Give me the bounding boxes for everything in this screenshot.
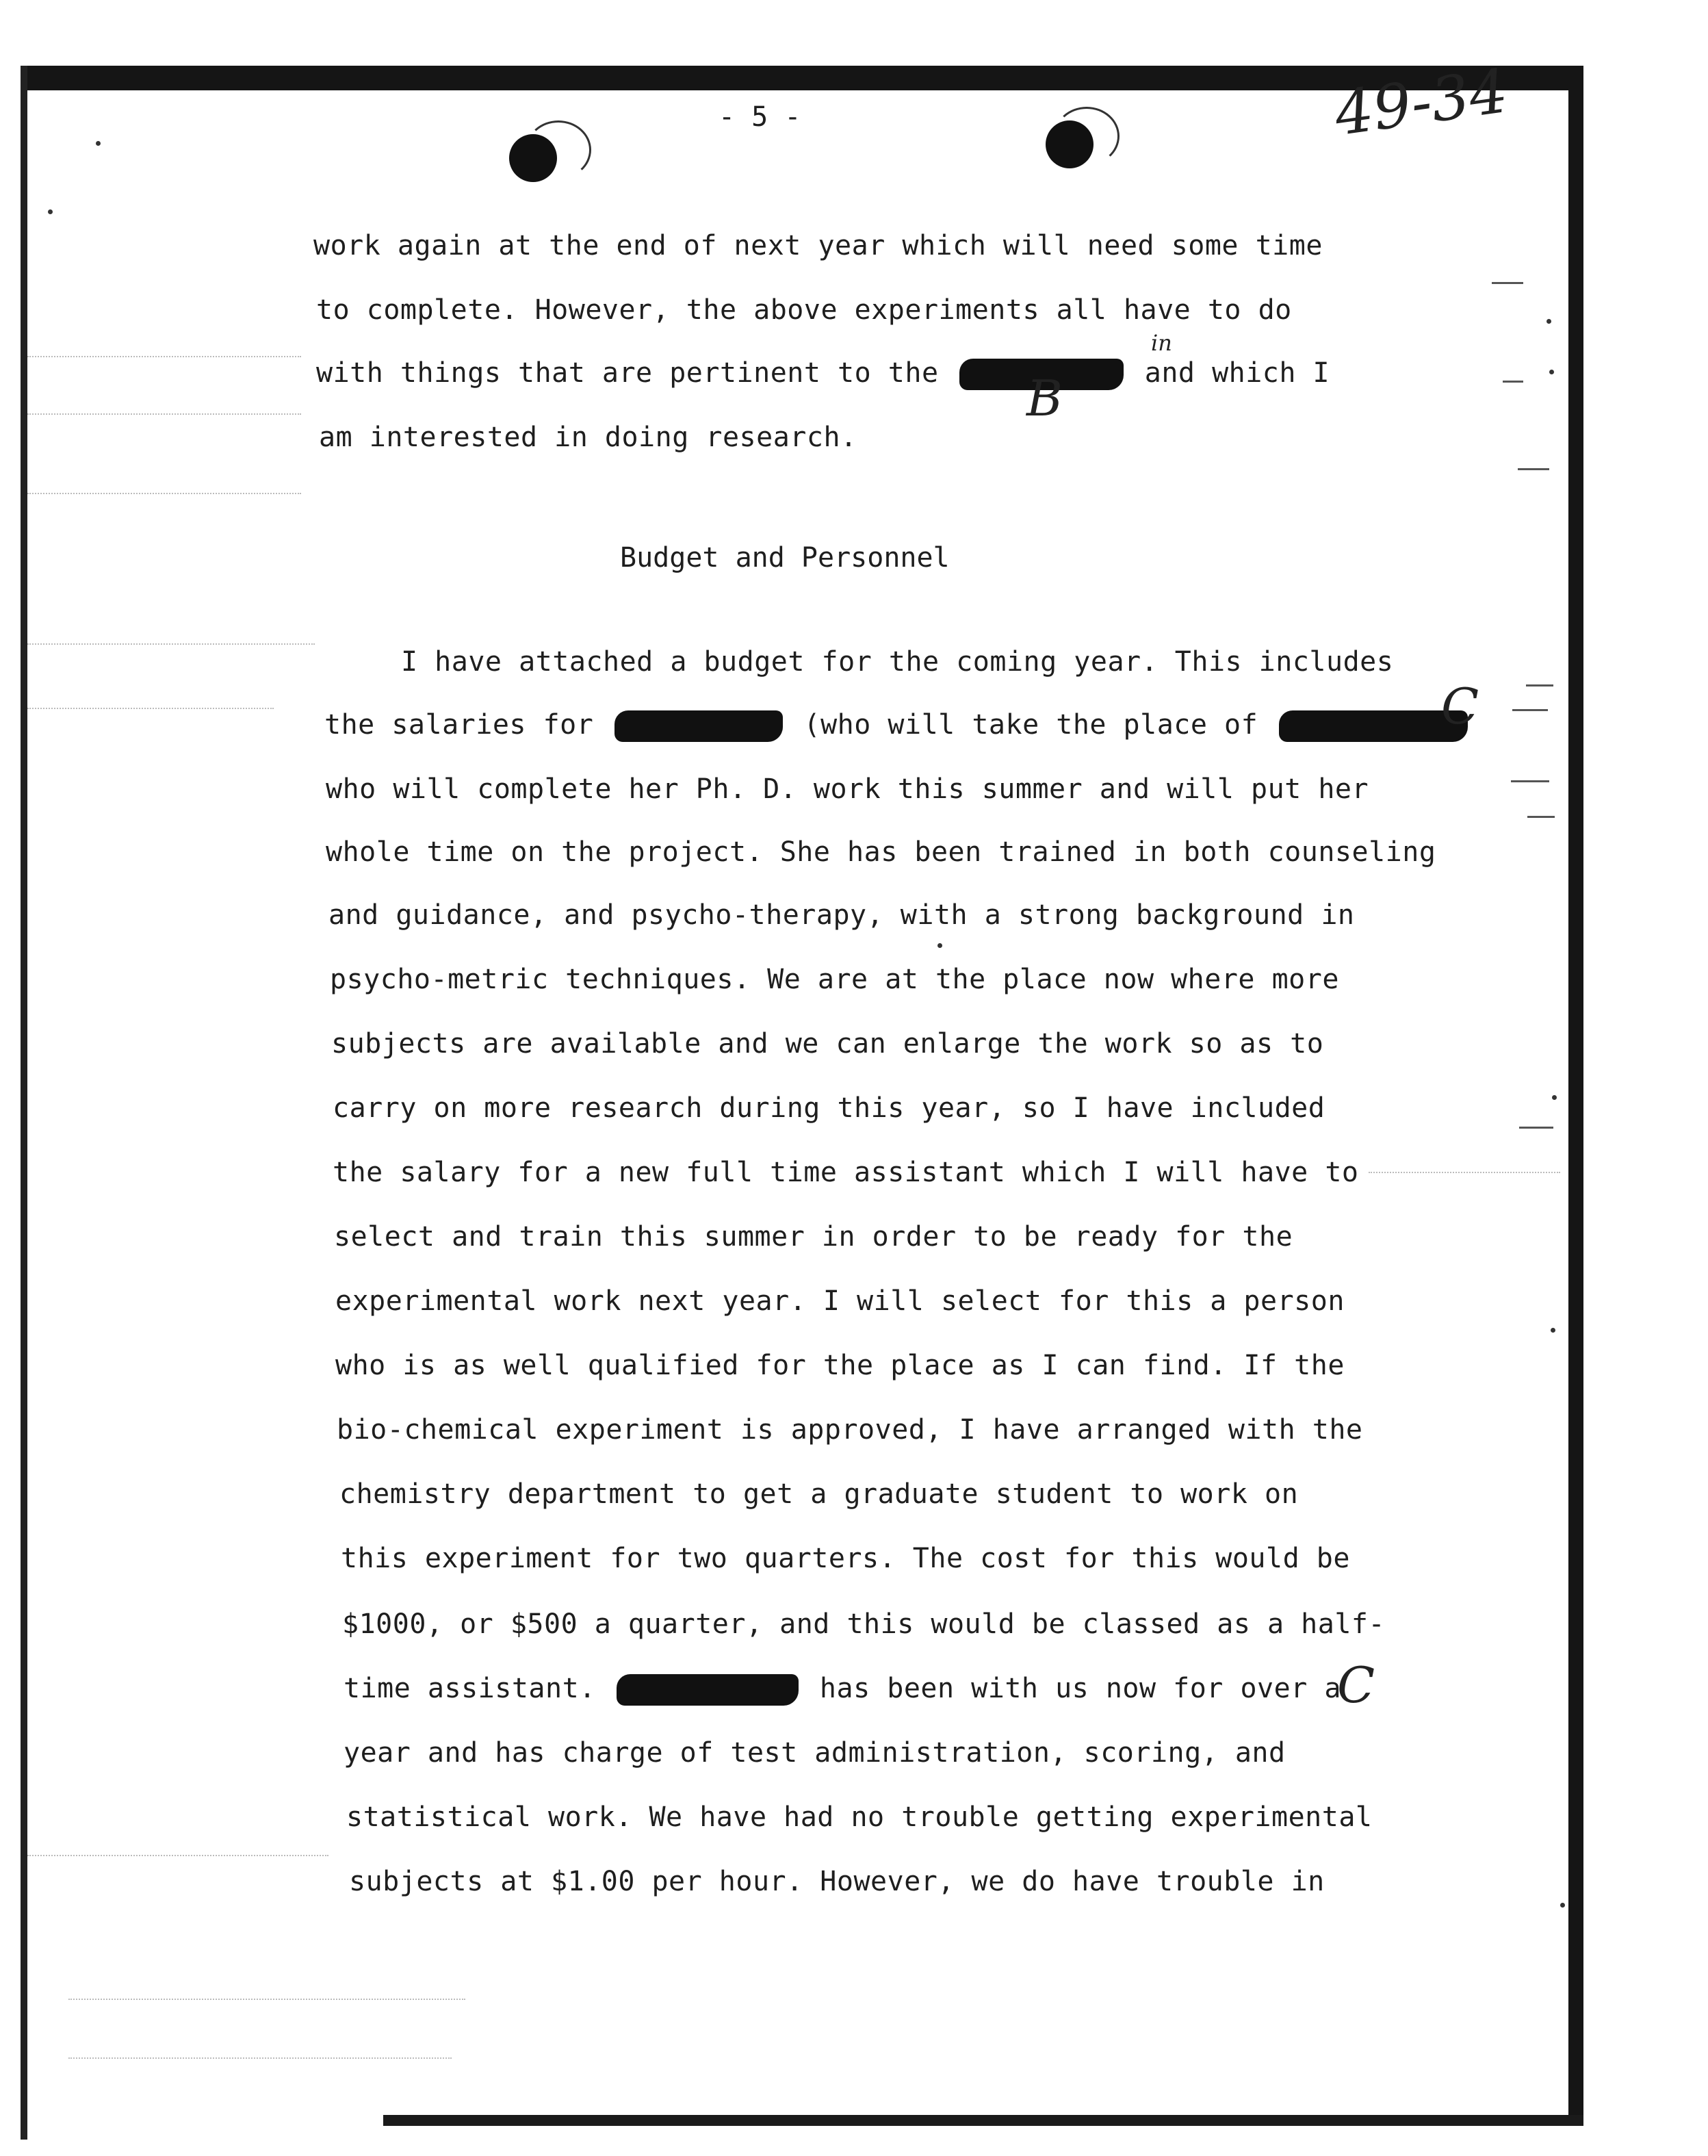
handwritten-mark-c-1: C [1441, 678, 1479, 735]
handwritten-insert-in: in [1151, 330, 1172, 356]
body-line-1: work again at the end of next year which will need some time [313, 230, 1323, 261]
bleed-line [68, 2057, 452, 2060]
handwritten-mark-b: B [1026, 370, 1063, 427]
para-line-15: this experiment for two quarters. The cost for this would be [341, 1543, 1350, 1574]
para-line-1: I have attached a budget for the coming year. This includes [401, 646, 1394, 678]
handwritten-mark-c-2: C [1337, 1656, 1375, 1714]
body-line-4: am interested in doing research. [319, 422, 857, 453]
margin-dot [48, 209, 53, 214]
para-line-8: carry on more research during this year, so I have included [333, 1092, 1325, 1124]
bleed-line [27, 356, 301, 359]
para-line-9: the salary for a new full time assistant which I will have to [333, 1157, 1359, 1188]
margin-mark [1503, 381, 1523, 383]
body-line-3-end: and which I [1144, 357, 1330, 389]
margin-mark [1518, 468, 1549, 470]
handwritten-file-number: 49-34 [1330, 55, 1512, 150]
margin-dot [1552, 1095, 1557, 1100]
body-line-2: to complete. However, the above experiments all have to do [316, 294, 1292, 326]
punch-hole-right-ring [1054, 107, 1120, 166]
para-line-17-start: time assistant. [344, 1673, 596, 1704]
margin-mark [1492, 282, 1523, 284]
page-number: - 5 - [719, 101, 801, 133]
body-line-3-start: with things that are pertinent to the [316, 357, 939, 389]
punch-hole-left-ring [526, 120, 591, 179]
para-line-12: who is as well qualified for the place as I can find. If the [335, 1350, 1345, 1381]
margin-mark [1519, 1127, 1553, 1129]
para-line-11: experimental work next year. I will select for this a person [335, 1285, 1345, 1317]
bleed-line [27, 1855, 328, 1858]
margin-mark [1527, 816, 1555, 818]
para-line-10: select and train this summer in order to be ready for the [334, 1221, 1293, 1253]
para-line-16: $1000, or $500 a quarter, and this would be classed as a half- [342, 1608, 1386, 1640]
para-line-17 [344, 1673, 1341, 1706]
margin-mark [1512, 709, 1548, 711]
margin-dot [96, 141, 101, 146]
margin-dot [1560, 1903, 1565, 1908]
para-line-5: and guidance, and psycho-therapy, with a strong background in [328, 899, 1355, 931]
bleed-line [27, 708, 274, 710]
redaction [617, 1674, 799, 1706]
para-line-20: subjects at $1.00 per hour. However, we do have trouble in [349, 1866, 1325, 1897]
para-line-18: year and has charge of test administration, scoring, and [344, 1737, 1286, 1769]
bleed-line [1369, 1172, 1560, 1175]
scan-bottom-border [383, 2115, 1583, 2126]
bleed-line [68, 1999, 465, 2001]
para-line-2-mid: (who will take the place of [803, 709, 1258, 741]
margin-dot [937, 943, 942, 948]
redaction [614, 710, 783, 742]
margin-mark [1511, 780, 1549, 782]
bleed-line [27, 643, 315, 646]
margin-dot [1549, 370, 1554, 374]
para-line-2-start: the salaries for [324, 709, 594, 741]
para-line-3: who will complete her Ph. D. work this summer and will put her [326, 773, 1369, 805]
margin-mark [1526, 684, 1553, 686]
redaction [1279, 710, 1468, 742]
para-line-17-end: has been with us now for over a [819, 1673, 1341, 1704]
body-line-3 [316, 357, 1330, 390]
bleed-line [27, 493, 301, 496]
scan-left-border [21, 66, 27, 2140]
para-line-7: subjects are available and we can enlarge the work so as to [331, 1028, 1324, 1060]
section-heading: Budget and Personnel [620, 542, 950, 574]
para-line-2 [324, 709, 1472, 742]
para-line-6: psycho-metric techniques. We are at the place now where more [330, 964, 1339, 995]
margin-dot [1551, 1328, 1555, 1333]
para-line-4: whole time on the project. She has been trained in both counseling [326, 836, 1436, 868]
para-line-13: bio-chemical experiment is approved, I have arranged with the [337, 1414, 1363, 1446]
bleed-line [27, 413, 301, 416]
para-line-14: chemistry department to get a graduate student to work on [339, 1478, 1299, 1510]
margin-dot [1547, 319, 1551, 324]
para-line-19: statistical work. We have had no trouble getting experimental [346, 1801, 1373, 1833]
scan-right-border [1568, 66, 1583, 2116]
